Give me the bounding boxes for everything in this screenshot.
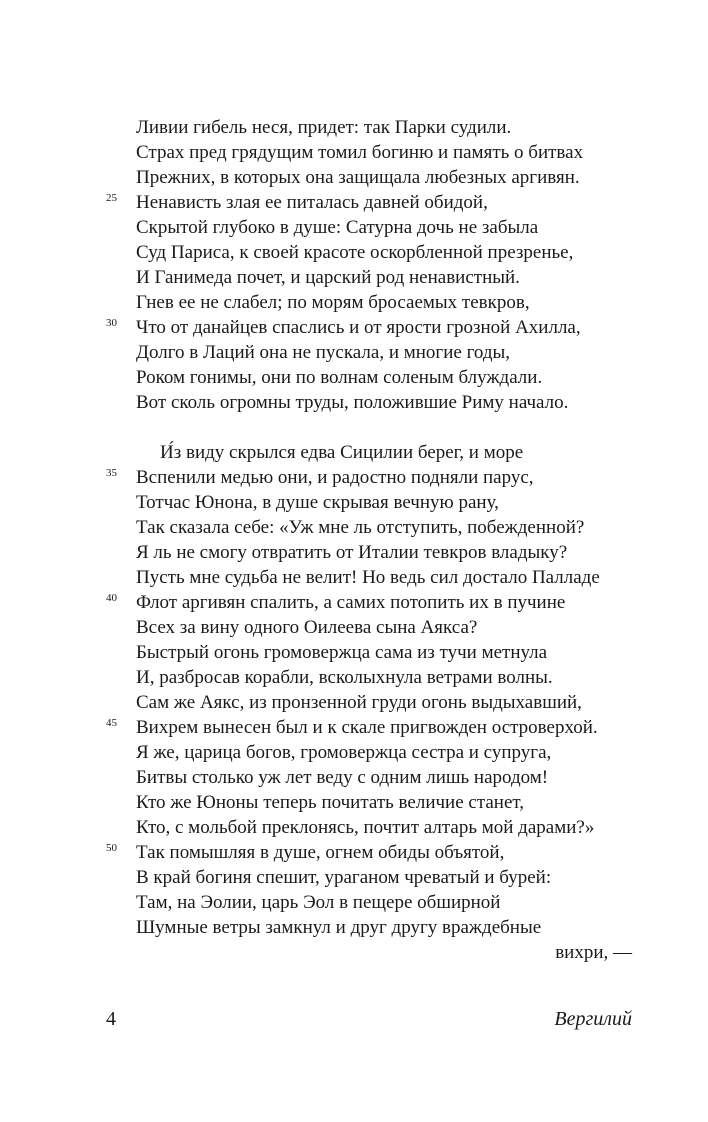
- verse-line: И, разбросав корабли, всколыхнула ветрами волны.: [136, 667, 553, 688]
- verse-line: Всех за вину одного Оилеева сына Аякса?: [136, 617, 478, 638]
- verse-line: Ненависть злая ее питалась давней обидой,: [136, 192, 488, 213]
- verse-line: Быстрый огонь громовержца сама из тучи метнула: [136, 642, 548, 663]
- verse-line: Я же, царица богов, громовержца сестра и супруга,: [136, 742, 552, 763]
- verse-line: Вихрем вынесен был и к скале пригвожден островерхой.: [136, 717, 598, 738]
- verse-line: Роком гонимы, они по волнам соленым блуждали.: [136, 367, 543, 388]
- line-number: 50: [106, 842, 117, 854]
- verse-line: Страх пред грядущим томил богиню и память о битвах: [136, 142, 584, 163]
- verse-line: Я ль не смогу отвратить от Италии тевкров владыку?: [136, 542, 568, 563]
- verse-line: В край богиня спешит, ураганом чреватый и бурей:: [136, 867, 552, 888]
- line-number: 40: [106, 592, 117, 604]
- verse-line: Пусть мне судьба не велит! Но ведь сил достало Палладе: [136, 567, 600, 588]
- verse-line: Кто же Юноны теперь почитать величие станет,: [136, 792, 525, 813]
- verse-line: Вот сколь огромны труды, положившие Риму начало.: [136, 392, 569, 413]
- verse-line: Шумные ветры замкнул и друг другу враждебные: [136, 917, 542, 938]
- verse-line: Флот аргивян спалить, а самих потопить их в пучине: [136, 592, 566, 613]
- page-number: 4: [106, 1008, 116, 1030]
- line-number: 45: [106, 717, 117, 729]
- running-head-author: Вергилий: [554, 1008, 632, 1030]
- verse-line: Сам же Аякс, из пронзенной груди огонь выдыхавший,: [136, 692, 582, 713]
- verse-line: Так помышляя в душе, огнем обиды объятой,: [136, 842, 505, 863]
- verse-line: Там, на Эолии, царь Эол в пещере обширной: [136, 892, 501, 913]
- verse-line: Скрытой глубоко в душе: Сатурна дочь не забыла: [136, 217, 539, 238]
- line-number: 30: [106, 317, 117, 329]
- verse-line: Гнев ее не слабел; по морям бросаемых тевкров,: [136, 292, 530, 313]
- verse-line: Ливии гибель неся, придет: так Парки судили.: [136, 117, 512, 138]
- verse-line: Так сказала себе: «Уж мне ль отступить, побежденной?: [136, 517, 585, 538]
- verse-line: И Ганимеда почет, и царский род ненавистный.: [136, 267, 520, 288]
- verse-line: Что от данайцев спаслись и от ярости грозной Ахилла,: [136, 317, 581, 338]
- line-number: 35: [106, 467, 117, 479]
- verse-line: Тотчас Юнона, в душе скрывая вечную рану,: [136, 492, 499, 513]
- verse-line-runover: вихри, —: [555, 942, 632, 963]
- verse-line: И́з виду скрылся едва Сицилии берег, и море: [160, 442, 524, 463]
- verse-line: Кто, с мольбой преклонясь, почтит алтарь мой дарами?»: [136, 817, 595, 838]
- verse-line: Вспенили медью они, и радостно подняли парус,: [136, 467, 534, 488]
- verse-line: Долго в Лаций она не пускала, и многие годы,: [136, 342, 511, 363]
- verse-line: Прежних, в которых она защищала любезных аргивян.: [136, 167, 580, 188]
- verse-line: Битвы столько уж лет веду с одним лишь народом!: [136, 767, 549, 788]
- verse-line: Суд Париса, к своей красоте оскорбленной презренье,: [136, 242, 574, 263]
- line-number: 25: [106, 192, 117, 204]
